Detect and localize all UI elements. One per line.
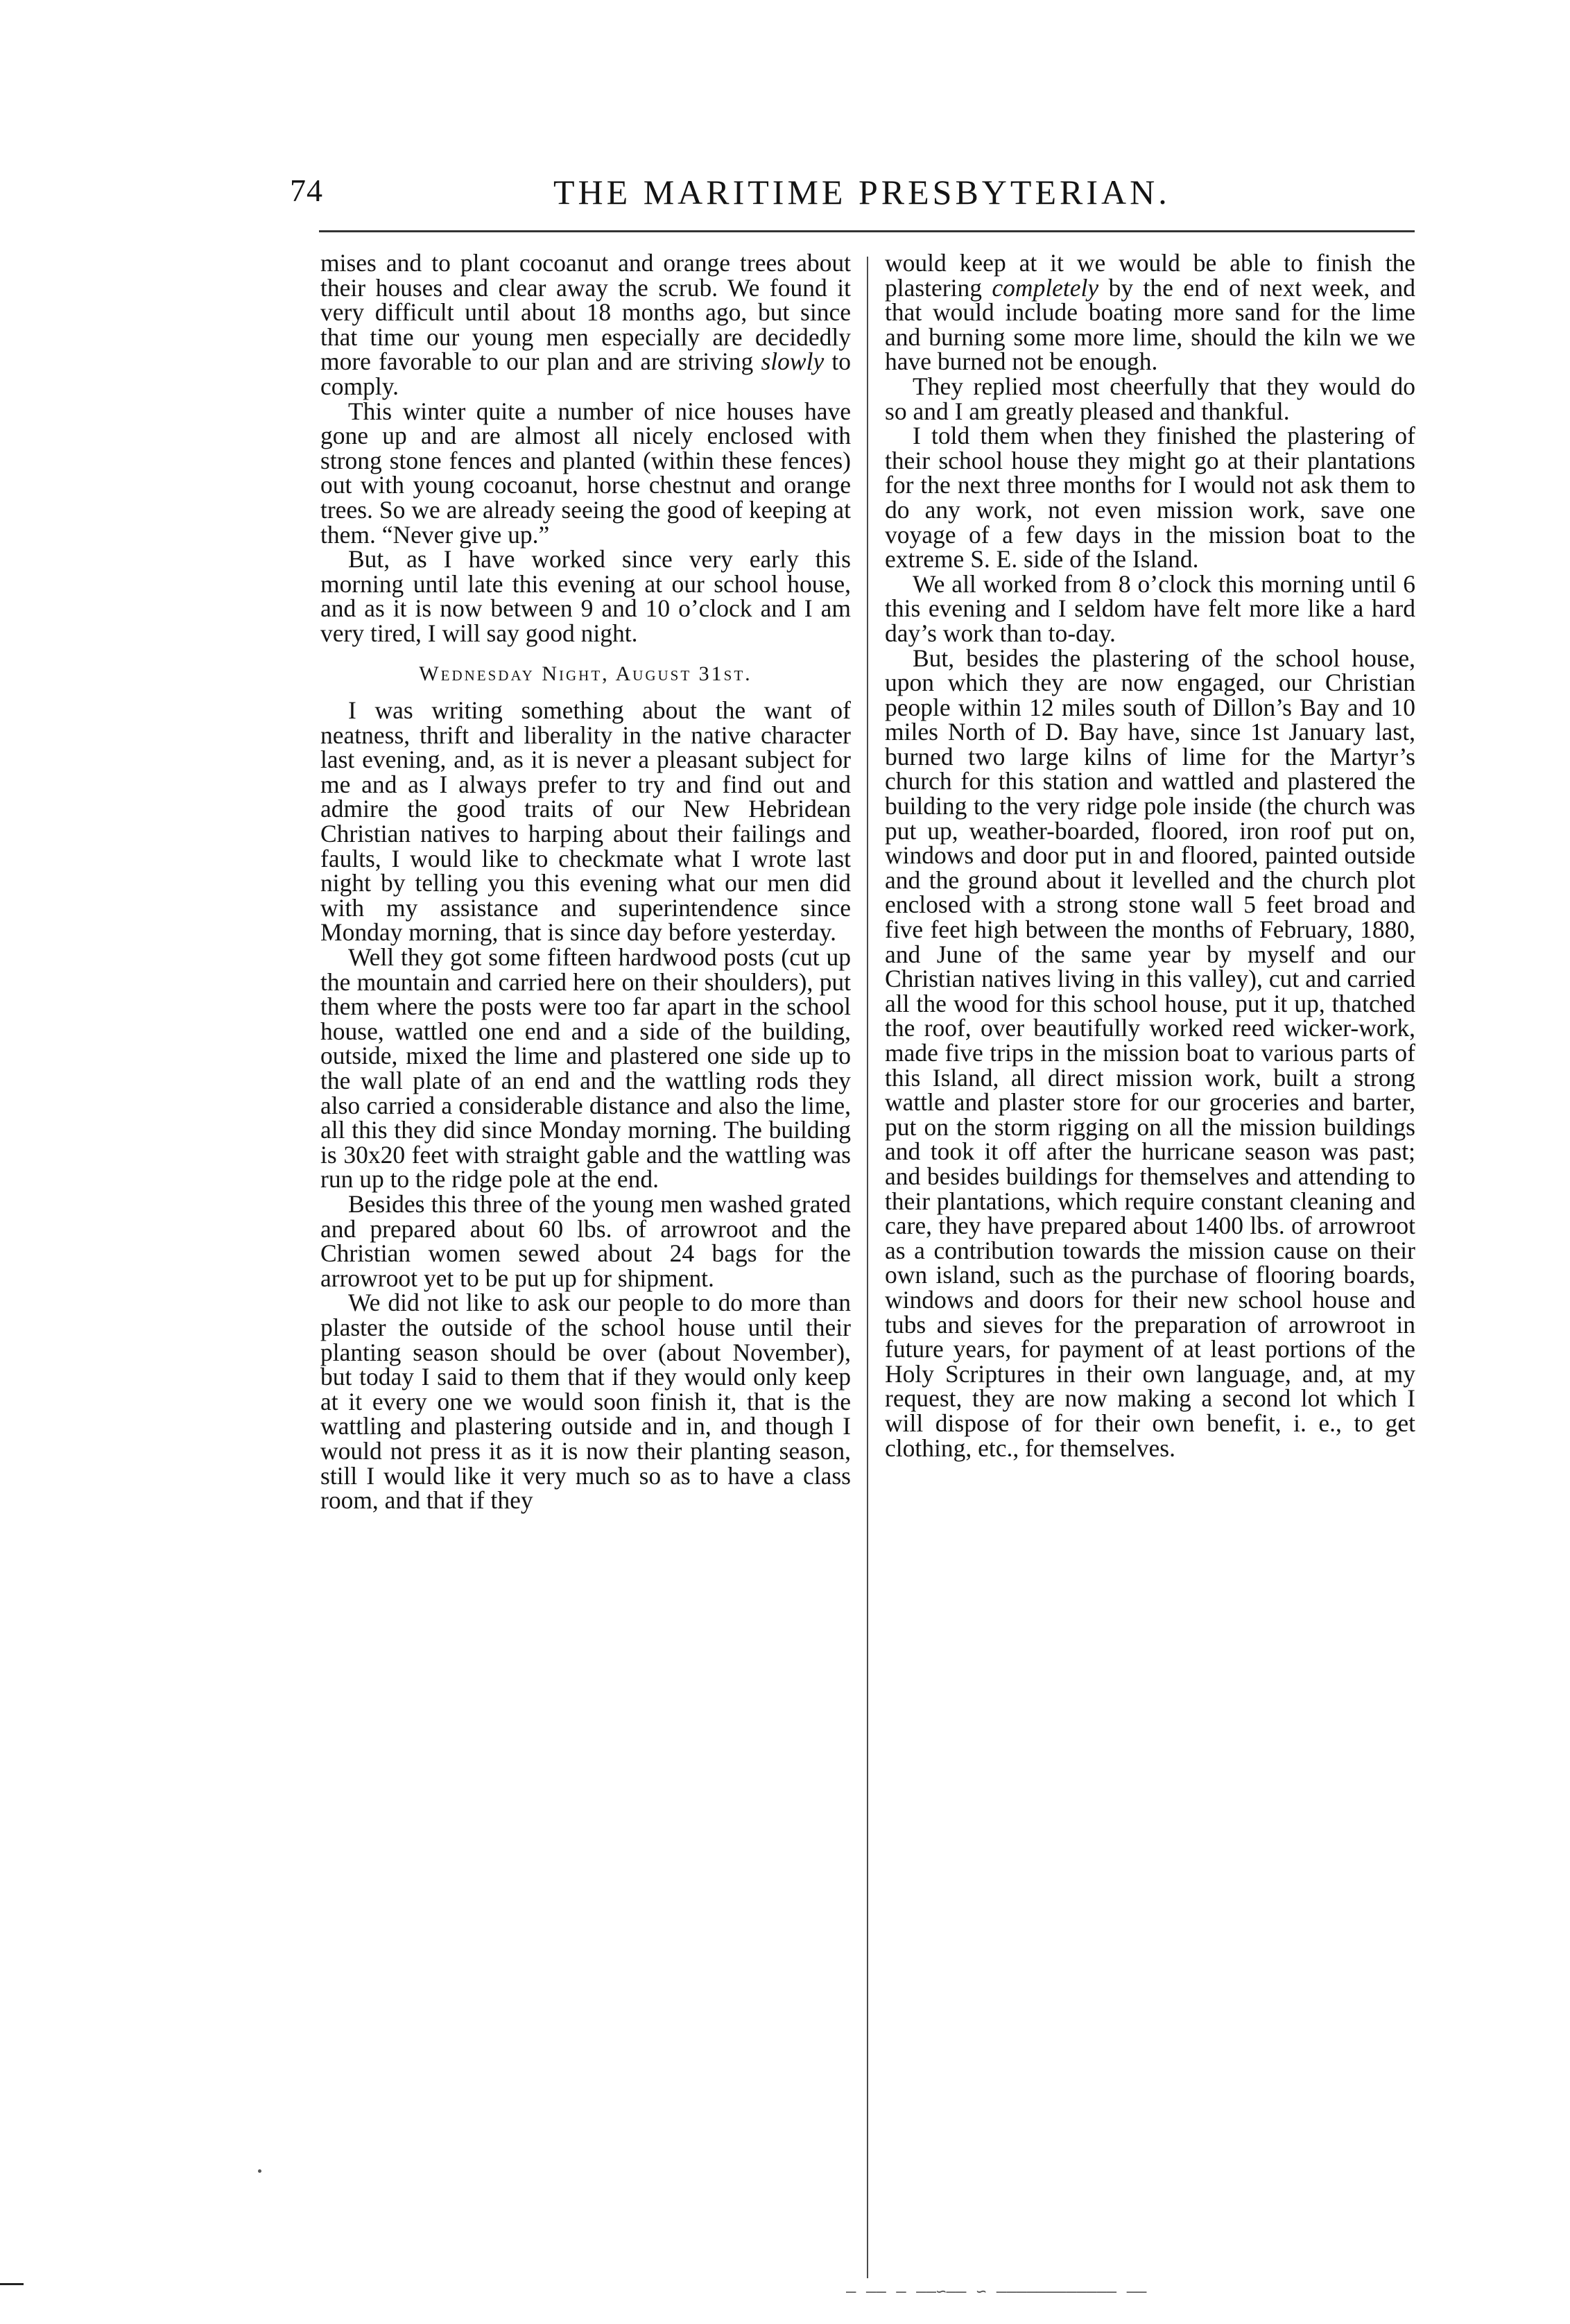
paragraph: would keep at it we would be able to finish the plastering completely by the end of next week, and that would include boating more sand for the lime and burning some more lime, should the kiln we we have burned not be enough. [885,249,1415,376]
column-divider [867,257,868,2278]
paragraph: We all worked from 8 o’clock this morning until 6 this evening and I seldom have felt more like a hard day’s work than to-day. [885,569,1415,647]
paragraph: But, as I have worked since very early this morning until late this evening at our school house, and as it is now between 9 and 10 o’clock and I am very tired, I will say good night. [320,545,851,647]
margin-mark [0,2283,24,2285]
paragraph: I told them when they finished the plastering of their school house they might go at their plantations for the next three months for I would not ask them to do any work, not even mission work, save one voyage of a few days in the mission boat to the extreme S. E. side of the Island. [885,422,1415,574]
dateline: Wednesday Night, August 31st. [419,662,752,685]
paragraph: We did not like to ask our people to do more than plaster the outside of the school house until their planting season should be over (about November), but today I said to them that if they would only keep at it every one we would soon finish it, that is the wattling and plastering outside and in, and though I would not press it as it is now their planting season, still I would like it very much so as to have a class room, and that if they [320,1289,851,1515]
paragraph: Well they got some fifteen hardwood posts (cut up the mountain and carried here on their shoulders), put them where the posts were too far apart in the school house, wattled one end and a side of the building, outside, mixed the lime and plastered one side up to the wall plate of an end and the wattling rods they also carried a considerable distance and also the lime, all this they did since Monday morning. The building is 30x20 feet with straight gable and the wattling was run up to the ridge pole at the end. [320,943,851,1194]
footer-scan-marks: — —— — ——∽—— ∽ ———————————— —— [846,2282,1147,2296]
page-number: 74 [290,173,323,208]
paragraph: But, besides the plastering of the school house, upon which they are now engaged, our Christian people within 12 miles south of Dillon’s Bay and 10 miles North of D. Bay have, since 1st January last, burned two large kilns of lime for the Martyr’s church for this station and wattled and plastered the building to the very ridge pole inside (the church was put up, weather-boarded, floored, iron roof put on, windows and door put in and floored, painted outside and the ground about it levelled and the church plot enclosed with a strong stone wall 5 feet broad and five feet high between the months of February, 1880, and June of the same year by myself and our Christian natives living in this valley), cut and carried all the wood for this school house, put it up, thatched the roof, over beautifully worked reed wicker-work, made five trips in the mission boat to various parts of this Island, all direct mission work, built a strong wattle and plaster store for our groceries and barter, put on the storm rigging on all the mission buildings and took it off after the hurricane season was past; and besides buildings for themselves and attending to their plantations, which require constant cleaning and care, they have prepared about 1400 lbs. of arrowroot as a contribution towards the mission cause on their own island, such as the purchase of flooring boards, windows and doors for their new school house and tubs and sieves for the preparation of arrowroot in future years, for payment of at least portions of the Holy Scriptures in their own language, and, at my request, they are now making a second lot which I will dispose of for their own benefit, i. e., to get clothing, etc., for themselves. [885,644,1415,1462]
page-header [290,172,1427,221]
running-title: THE MARITIME PRESBYTERIAN. [553,173,1171,212]
paragraph: mises and to plant cocoanut and orange trees about their houses and clear away the scrub. We found it very difficult until about 18 months ago, but since that time our young men especially are decidedly more favorable to our plan and are striving slowly to comply. [320,249,851,400]
scan-speck [258,2169,261,2173]
paragraph: They replied most cheerfully that they would do so and I am greatly pleased and thankful. [885,372,1415,425]
paragraph: This winter quite a number of nice houses have gone up and are almost all nicely enclosed with strong stone fences and planted (within these fences) out with young cocoanut, horse chestnut and orange trees. So we are already seeing the good of keeping at them. “Never give up.” [320,397,851,549]
paragraph: I was writing something about the want of neatness, thrift and liberality in the native character last evening, and, as it is never a pleasant subject for me and as I always prefer to try and find out and admire the good traits of our New Hebridean Christian natives to harping about their failings and faults, I would like to checkmate what I wrote last night by telling you this evening what our men did with my assistance and superintendence since Monday morning, that is since day before yesterday. [320,696,851,947]
right-column [885,251,1415,1461]
paragraph: Besides this three of the young men washed grated and prepared about 60 lbs. of arrowroot and the Christian women sewed about 24 bags for the arrowroot yet to be put up for shipment. [320,1189,851,1292]
left-column [320,251,851,1513]
header-rule [319,230,1415,232]
